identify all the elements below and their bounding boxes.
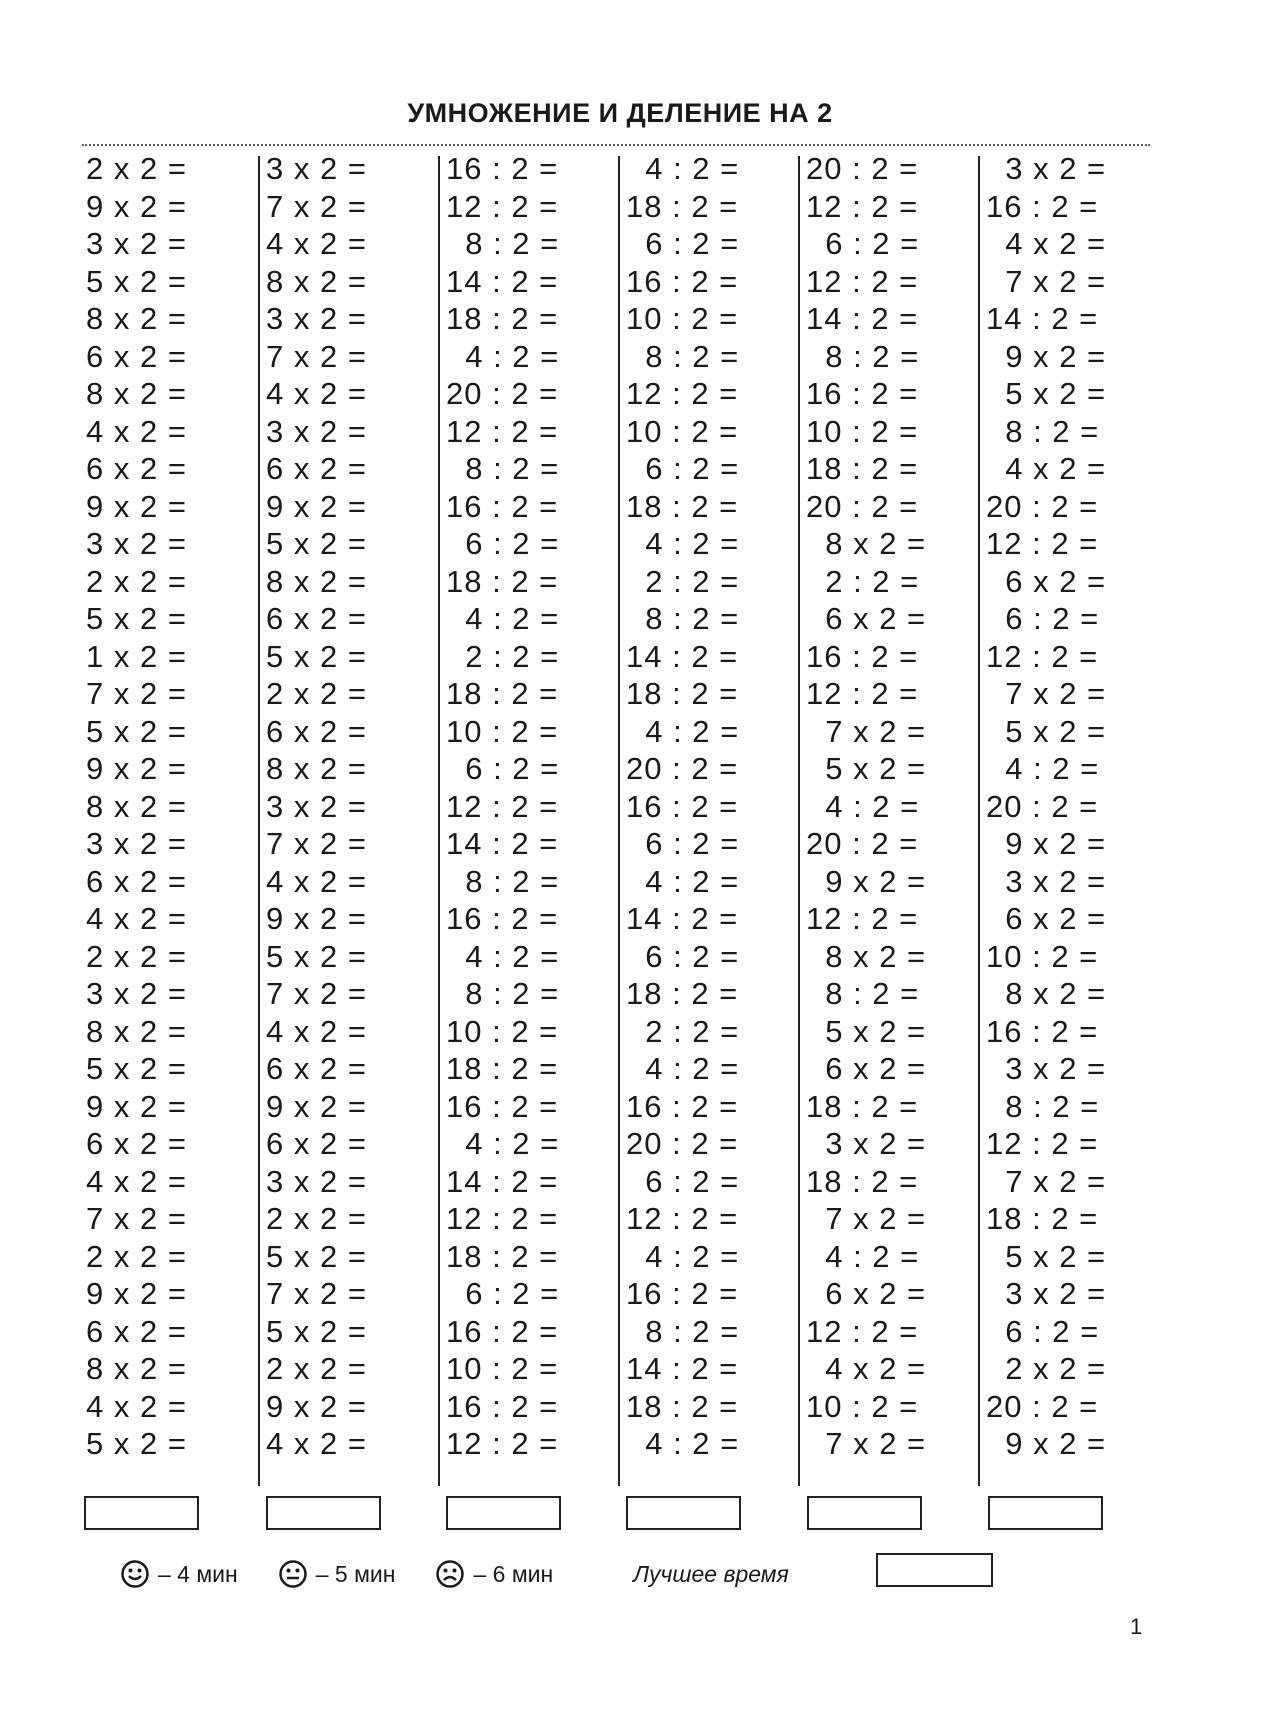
exercise-item: 10 : 2 = bbox=[626, 413, 739, 449]
exercise-item: 2 x 2 = bbox=[266, 1351, 367, 1386]
exercise-item: 9 x 2 = bbox=[266, 1088, 367, 1124]
exercise-item: 2 : 2 = bbox=[446, 638, 560, 674]
exercise-item: 5 x 2 = bbox=[266, 526, 367, 561]
exercise-item: 4 : 2 = bbox=[446, 938, 560, 974]
exercise-item: 16 : 2 = bbox=[446, 1388, 559, 1424]
legend-text-slow: – 6 мин bbox=[473, 1560, 554, 1587]
exercise-item: 6 x 2 = bbox=[266, 713, 367, 749]
exercise-item: 4 : 2 = bbox=[626, 713, 740, 749]
exercise-item: 4 : 2 = bbox=[806, 1238, 920, 1274]
exercise-item: 8 : 2 = bbox=[446, 976, 560, 1011]
exercise-item: 12 : 2 = bbox=[446, 788, 559, 824]
exercise-item: 18 : 2 = bbox=[806, 1088, 919, 1124]
exercise-item: 18 : 2 = bbox=[806, 451, 919, 486]
exercise-item: 16 : 2 = bbox=[986, 1013, 1099, 1049]
exercise-item: 16 : 2 = bbox=[626, 788, 739, 824]
exercise-item: 4 : 2 = bbox=[446, 1126, 560, 1161]
exercise-item: 12 : 2 = bbox=[806, 676, 919, 711]
exercise-item: 12 : 2 = bbox=[986, 638, 1099, 674]
exercise-item: 3 x 2 = bbox=[986, 1051, 1107, 1086]
exercise-item: 16 : 2 = bbox=[806, 638, 919, 674]
exercise-item: 18 : 2 = bbox=[626, 488, 739, 524]
exercise-item: 3 x 2 = bbox=[986, 863, 1107, 899]
exercise-item: 9 x 2 = bbox=[986, 1426, 1107, 1461]
exercise-item: 8 : 2 = bbox=[626, 601, 740, 636]
exercise-item: 8 : 2 = bbox=[806, 976, 920, 1011]
neutral-face-icon bbox=[278, 1559, 308, 1589]
exercise-item: 20 : 2 = bbox=[986, 488, 1099, 524]
exercise-item: 12 : 2 = bbox=[626, 1201, 739, 1236]
column-time-box-6[interactable] bbox=[988, 1496, 1103, 1530]
exercise-item: 16 : 2 = bbox=[626, 1088, 739, 1124]
exercise-item: 2 x 2 = bbox=[266, 676, 367, 711]
exercise-item: 6 : 2 = bbox=[626, 451, 740, 486]
exercise-item: 4 : 2 = bbox=[626, 526, 740, 561]
exercise-item: 7 x 2 = bbox=[86, 676, 187, 711]
exercise-item: 4 x 2 = bbox=[86, 901, 187, 936]
exercise-item: 4 x 2 = bbox=[266, 376, 367, 411]
exercise-item: 5 x 2 = bbox=[266, 638, 367, 674]
exercise-item: 5 x 2 = bbox=[86, 1051, 187, 1086]
exercise-item: 3 x 2 = bbox=[266, 151, 367, 186]
best-time-label: Лучшее время bbox=[633, 1560, 789, 1587]
exercise-column-6 bbox=[986, 150, 1166, 1486]
exercise-item: 9 x 2 = bbox=[86, 751, 187, 786]
exercise-column-3 bbox=[446, 150, 626, 1486]
exercise-item: 3 x 2 = bbox=[986, 1276, 1107, 1311]
exercise-item: 20 : 2 = bbox=[806, 151, 919, 186]
exercise-item: 7 x 2 = bbox=[266, 826, 367, 861]
best-time-box[interactable] bbox=[876, 1553, 993, 1587]
exercise-item: 9 x 2 = bbox=[986, 826, 1107, 861]
exercise-item: 18 : 2 = bbox=[446, 676, 559, 711]
exercise-item: 14 : 2 = bbox=[806, 301, 919, 336]
column-time-box-4[interactable] bbox=[626, 1496, 741, 1530]
exercise-item: 6 : 2 = bbox=[806, 226, 920, 261]
exercise-item: 9 x 2 = bbox=[266, 1388, 367, 1424]
exercise-item: 4 : 2 = bbox=[446, 601, 560, 636]
exercise-item: 14 : 2 = bbox=[626, 901, 739, 936]
column-separator bbox=[438, 156, 440, 1486]
exercise-item: 3 x 2 = bbox=[266, 788, 367, 824]
exercise-item: 18 : 2 = bbox=[446, 1238, 559, 1274]
exercise-item: 3 x 2 = bbox=[806, 1126, 927, 1161]
exercise-item: 16 : 2 = bbox=[806, 376, 919, 411]
page-number: 1 bbox=[1130, 1614, 1143, 1639]
exercise-item: 4 x 2 = bbox=[806, 1351, 927, 1386]
exercise-item: 3 x 2 = bbox=[266, 1163, 367, 1199]
exercise-item: 6 x 2 = bbox=[86, 863, 187, 899]
legend-text-fast: – 4 мин bbox=[158, 1560, 238, 1587]
exercise-item: 7 x 2 = bbox=[86, 1201, 187, 1236]
exercise-item: 4 : 2 = bbox=[626, 151, 740, 186]
exercise-item: 6 x 2 = bbox=[806, 1051, 927, 1086]
exercise-item: 7 x 2 = bbox=[806, 713, 927, 749]
exercise-item: 18 : 2 = bbox=[446, 1051, 559, 1086]
exercise-item: 5 x 2 = bbox=[86, 713, 187, 749]
exercise-item: 20 : 2 = bbox=[986, 1388, 1099, 1424]
exercise-item: 8 : 2 = bbox=[986, 413, 1100, 449]
exercise-item: 2 : 2 = bbox=[626, 563, 740, 599]
exercise-item: 7 x 2 = bbox=[986, 263, 1107, 299]
exercise-item: 8 : 2 = bbox=[446, 451, 560, 486]
exercise-item: 3 x 2 = bbox=[86, 226, 187, 261]
exercise-item: 20 : 2 = bbox=[806, 488, 919, 524]
exercise-item: 14 : 2 = bbox=[446, 1163, 559, 1199]
legend-item-medium bbox=[278, 1559, 396, 1589]
exercise-item: 8 x 2 = bbox=[86, 788, 187, 824]
exercise-item: 4 : 2 = bbox=[806, 788, 920, 824]
exercise-item: 12 : 2 = bbox=[986, 1126, 1099, 1161]
exercise-item: 6 x 2 = bbox=[986, 901, 1107, 936]
exercise-item: 12 : 2 = bbox=[446, 188, 559, 224]
exercise-item: 18 : 2 = bbox=[446, 301, 559, 336]
column-separator bbox=[798, 156, 800, 1486]
exercise-item: 2 x 2 = bbox=[986, 1351, 1107, 1386]
exercise-column-5 bbox=[806, 150, 986, 1486]
exercise-item: 8 : 2 = bbox=[986, 1088, 1100, 1124]
exercise-item: 16 : 2 = bbox=[446, 151, 559, 186]
exercise-item: 8 : 2 = bbox=[626, 338, 740, 374]
exercise-item: 18 : 2 = bbox=[986, 1201, 1099, 1236]
exercise-item: 3 x 2 = bbox=[266, 301, 367, 336]
legend-item-fast bbox=[120, 1559, 238, 1589]
exercise-item: 8 x 2 = bbox=[86, 376, 187, 411]
exercise-item: 4 x 2 = bbox=[986, 451, 1107, 486]
exercise-column-1 bbox=[86, 150, 266, 1486]
exercise-item: 16 : 2 = bbox=[446, 1088, 559, 1124]
exercise-item: 7 x 2 = bbox=[986, 1163, 1107, 1199]
exercise-item: 9 x 2 = bbox=[266, 488, 367, 524]
exercise-item: 10 : 2 = bbox=[446, 1351, 559, 1386]
exercise-item: 20 : 2 = bbox=[626, 751, 739, 786]
exercise-item: 6 x 2 = bbox=[86, 1126, 187, 1161]
exercise-item: 2 x 2 = bbox=[86, 1238, 187, 1274]
smiling-face-icon bbox=[120, 1559, 150, 1589]
exercise-item: 8 x 2 = bbox=[86, 301, 187, 336]
exercise-item: 3 x 2 = bbox=[86, 826, 187, 861]
exercise-item: 3 x 2 = bbox=[266, 413, 367, 449]
exercise-item: 7 x 2 = bbox=[266, 976, 367, 1011]
exercise-item: 14 : 2 = bbox=[626, 638, 739, 674]
exercise-item: 4 x 2 = bbox=[266, 1013, 367, 1049]
exercise-item: 18 : 2 = bbox=[626, 976, 739, 1011]
exercise-item: 14 : 2 = bbox=[986, 301, 1099, 336]
exercise-item: 8 x 2 = bbox=[806, 938, 927, 974]
exercise-item: 3 x 2 = bbox=[86, 526, 187, 561]
exercise-item: 6 x 2 = bbox=[86, 451, 187, 486]
exercise-item: 1 x 2 = bbox=[86, 638, 187, 674]
exercise-item: 12 : 2 = bbox=[806, 1313, 919, 1349]
exercise-item: 6 x 2 = bbox=[806, 1276, 927, 1311]
exercise-item: 2 : 2 = bbox=[806, 563, 920, 599]
exercise-item: 2 x 2 = bbox=[86, 151, 187, 186]
exercise-item: 7 x 2 = bbox=[986, 676, 1107, 711]
exercise-item: 8 : 2 = bbox=[446, 863, 560, 899]
exercise-item: 5 x 2 = bbox=[86, 1426, 187, 1461]
exercise-item: 5 x 2 = bbox=[86, 601, 187, 636]
exercise-item: 6 : 2 = bbox=[446, 751, 560, 786]
exercise-item: 9 x 2 = bbox=[86, 1088, 187, 1124]
exercise-item: 5 x 2 = bbox=[266, 1313, 367, 1349]
exercise-item: 12 : 2 = bbox=[446, 1426, 559, 1461]
exercise-item: 6 : 2 = bbox=[626, 226, 740, 261]
exercise-item: 12 : 2 = bbox=[806, 901, 919, 936]
exercise-item: 12 : 2 = bbox=[446, 413, 559, 449]
exercise-item: 6 x 2 = bbox=[266, 601, 367, 636]
exercise-item: 8 x 2 = bbox=[806, 526, 927, 561]
exercise-item: 12 : 2 = bbox=[986, 526, 1099, 561]
exercise-item: 4 x 2 = bbox=[86, 1388, 187, 1424]
exercise-item: 2 : 2 = bbox=[626, 1013, 740, 1049]
exercise-item: 16 : 2 = bbox=[446, 1313, 559, 1349]
column-separator bbox=[618, 156, 620, 1486]
exercise-item: 4 x 2 = bbox=[266, 226, 367, 261]
exercise-item: 9 x 2 = bbox=[86, 1276, 187, 1311]
exercise-item: 5 x 2 = bbox=[986, 376, 1107, 411]
exercise-item: 9 x 2 = bbox=[86, 188, 187, 224]
exercise-item: 6 x 2 = bbox=[86, 338, 187, 374]
exercise-item: 7 x 2 = bbox=[266, 338, 367, 374]
exercise-item: 12 : 2 = bbox=[626, 376, 739, 411]
legend-text-medium: – 5 мин bbox=[315, 1560, 396, 1587]
exercise-item: 8 x 2 = bbox=[266, 563, 367, 599]
column-time-box-3[interactable] bbox=[446, 1496, 561, 1530]
exercise-item: 16 : 2 = bbox=[986, 188, 1099, 224]
exercise-item: 5 x 2 = bbox=[806, 751, 927, 786]
exercise-item: 6 x 2 = bbox=[806, 601, 927, 636]
exercise-item: 8 : 2 = bbox=[626, 1313, 740, 1349]
exercise-item: 4 x 2 = bbox=[986, 226, 1107, 261]
exercise-item: 7 x 2 = bbox=[806, 1201, 927, 1236]
exercise-item: 4 : 2 = bbox=[626, 1238, 740, 1274]
exercise-item: 9 x 2 = bbox=[806, 863, 927, 899]
exercise-item: 7 x 2 = bbox=[266, 188, 367, 224]
exercise-item: 14 : 2 = bbox=[626, 1351, 739, 1386]
exercise-item: 7 x 2 = bbox=[806, 1426, 927, 1461]
exercise-column-2 bbox=[266, 150, 446, 1486]
dotted-divider bbox=[82, 144, 1150, 146]
exercise-item: 9 x 2 = bbox=[266, 901, 367, 936]
exercise-item: 18 : 2 = bbox=[806, 1163, 919, 1199]
exercise-item: 4 : 2 = bbox=[626, 863, 740, 899]
exercise-item: 18 : 2 = bbox=[626, 188, 739, 224]
exercise-item: 10 : 2 = bbox=[806, 1388, 919, 1424]
exercise-item: 3 x 2 = bbox=[86, 976, 187, 1011]
exercise-item: 6 : 2 = bbox=[446, 1276, 560, 1311]
exercise-item: 5 x 2 = bbox=[806, 1013, 927, 1049]
exercise-item: 10 : 2 = bbox=[446, 713, 559, 749]
column-separator bbox=[978, 156, 980, 1486]
exercise-item: 16 : 2 = bbox=[446, 488, 559, 524]
exercise-item: 16 : 2 = bbox=[446, 901, 559, 936]
exercise-item: 12 : 2 = bbox=[446, 1201, 559, 1236]
exercise-item: 8 x 2 = bbox=[266, 263, 367, 299]
exercise-item: 12 : 2 = bbox=[806, 263, 919, 299]
exercise-item: 2 x 2 = bbox=[86, 563, 187, 599]
exercise-item: 7 x 2 = bbox=[266, 1276, 367, 1311]
exercise-item: 6 : 2 = bbox=[986, 601, 1100, 636]
exercise-column-4 bbox=[626, 150, 806, 1486]
exercise-item: 6 : 2 = bbox=[986, 1313, 1100, 1349]
frowning-face-icon bbox=[435, 1559, 465, 1589]
exercise-item: 20 : 2 = bbox=[806, 826, 919, 861]
exercise-item: 18 : 2 = bbox=[446, 563, 559, 599]
column-separator bbox=[258, 156, 260, 1486]
exercise-item: 8 : 2 = bbox=[446, 226, 560, 261]
exercise-item: 4 x 2 = bbox=[266, 863, 367, 899]
exercise-item: 20 : 2 = bbox=[446, 376, 559, 411]
exercise-item: 6 : 2 = bbox=[626, 938, 740, 974]
exercise-item: 8 x 2 = bbox=[86, 1351, 187, 1386]
exercise-item: 10 : 2 = bbox=[986, 938, 1099, 974]
exercise-item: 6 x 2 = bbox=[986, 563, 1107, 599]
column-time-box-2[interactable] bbox=[266, 1496, 381, 1530]
exercise-item: 4 x 2 = bbox=[86, 1163, 187, 1199]
exercise-item: 4 : 2 = bbox=[626, 1051, 740, 1086]
exercise-item: 8 : 2 = bbox=[806, 338, 920, 374]
exercise-item: 18 : 2 = bbox=[626, 676, 739, 711]
exercise-item: 8 x 2 = bbox=[986, 976, 1107, 1011]
exercise-item: 5 x 2 = bbox=[86, 263, 187, 299]
exercise-item: 4 x 2 = bbox=[86, 413, 187, 449]
exercise-item: 12 : 2 = bbox=[806, 188, 919, 224]
exercise-item: 4 x 2 = bbox=[266, 1426, 367, 1461]
exercise-item: 9 x 2 = bbox=[86, 488, 187, 524]
exercise-item: 18 : 2 = bbox=[626, 1388, 739, 1424]
exercise-item: 8 x 2 = bbox=[86, 1013, 187, 1049]
exercise-item: 6 x 2 = bbox=[266, 451, 367, 486]
page-title: УМНОЖЕНИЕ И ДЕЛЕНИЕ НА 2 bbox=[407, 98, 833, 128]
exercise-item: 20 : 2 = bbox=[626, 1126, 739, 1161]
exercise-item: 4 : 2 = bbox=[986, 751, 1100, 786]
exercise-item: 3 x 2 = bbox=[986, 151, 1107, 186]
exercise-item: 16 : 2 = bbox=[626, 263, 739, 299]
exercise-item: 4 : 2 = bbox=[626, 1426, 740, 1461]
exercise-item: 8 x 2 = bbox=[266, 751, 367, 786]
exercise-item: 5 x 2 = bbox=[986, 1238, 1107, 1274]
exercise-item: 6 x 2 = bbox=[266, 1051, 367, 1086]
exercise-item: 10 : 2 = bbox=[806, 413, 919, 449]
exercise-item: 6 : 2 = bbox=[626, 826, 740, 861]
exercise-item: 14 : 2 = bbox=[446, 826, 559, 861]
exercise-item: 9 x 2 = bbox=[986, 338, 1107, 374]
exercise-item: 20 : 2 = bbox=[986, 788, 1099, 824]
exercise-item: 14 : 2 = bbox=[446, 263, 559, 299]
exercise-item: 10 : 2 = bbox=[626, 301, 739, 336]
exercise-item: 2 x 2 = bbox=[266, 1201, 367, 1236]
exercise-item: 6 x 2 = bbox=[86, 1313, 187, 1349]
exercise-item: 6 : 2 = bbox=[626, 1163, 740, 1199]
legend-item-slow bbox=[435, 1559, 553, 1589]
exercise-item: 6 x 2 = bbox=[266, 1126, 367, 1161]
exercise-item: 2 x 2 = bbox=[86, 938, 187, 974]
exercise-columns bbox=[82, 150, 1162, 1486]
exercise-item: 6 : 2 = bbox=[446, 526, 560, 561]
exercise-item: 10 : 2 = bbox=[446, 1013, 559, 1049]
time-legend bbox=[120, 1552, 789, 1596]
exercise-item: 4 : 2 = bbox=[446, 338, 560, 374]
exercise-item: 5 x 2 = bbox=[266, 1238, 367, 1274]
column-time-box-1[interactable] bbox=[84, 1496, 199, 1530]
exercise-item: 16 : 2 = bbox=[626, 1276, 739, 1311]
exercise-item: 5 x 2 = bbox=[266, 938, 367, 974]
column-time-box-5[interactable] bbox=[807, 1496, 922, 1530]
exercise-item: 5 x 2 = bbox=[986, 713, 1107, 749]
